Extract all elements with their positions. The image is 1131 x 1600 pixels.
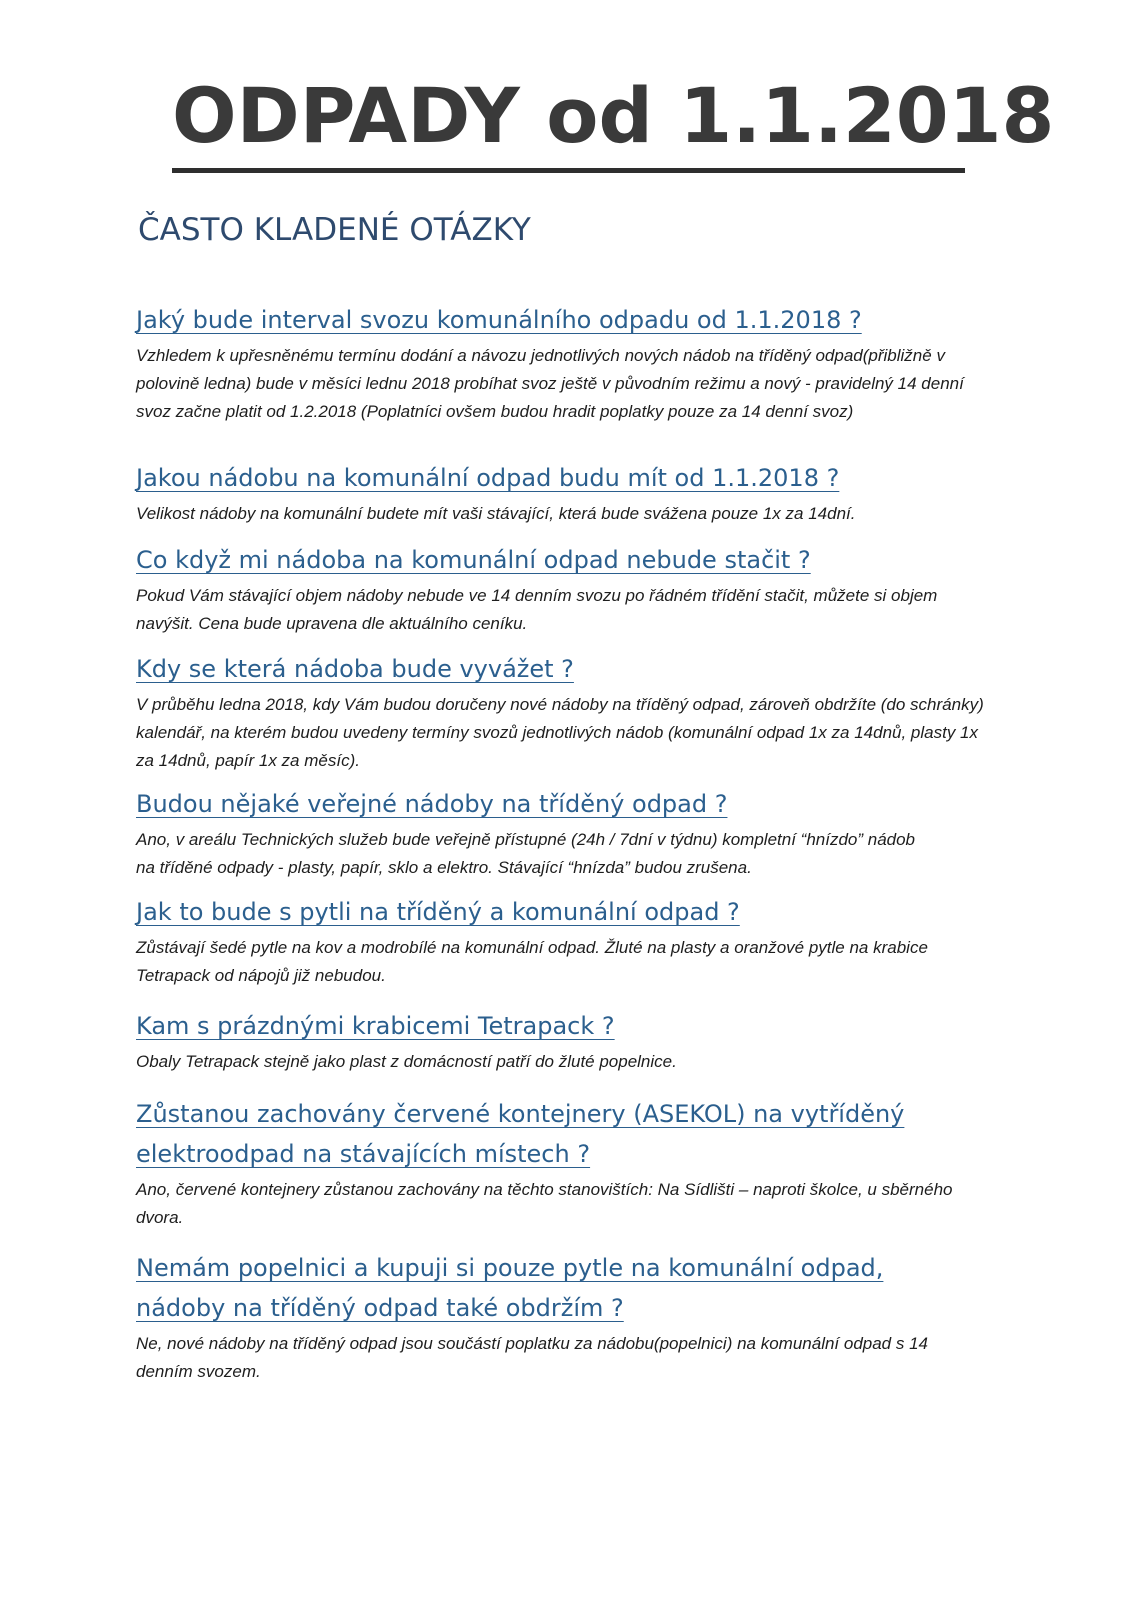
faq-item-1: [136, 300, 986, 426]
section-heading: ČASTO KLADENÉ OTÁZKY: [138, 212, 531, 248]
faq-item-8: [136, 1094, 956, 1232]
faq-question: Nemám popelnici a kupuji si pouze pytle na komunální odpad, nádoby na tříděný odpad také obdržím ?: [136, 1254, 884, 1322]
faq-question: Co když mi nádoba na komunální odpad nebude stačit ?: [136, 546, 811, 574]
faq-item-2: [136, 458, 1016, 528]
faq-answer: Zůstávají šedé pytle na kov a modrobílé na komunální odpad. Žluté na plasty a oranžové pytle na krabice Tetrapack od nápojů již nebudou.: [136, 938, 928, 985]
faq-answer: Obaly Tetrapack stejně jako plast z domácností patří do žluté popelnice.: [136, 1052, 677, 1071]
faq-question: Jakou nádobu na komunální odpad budu mít od 1.1.2018 ?: [136, 464, 840, 492]
faq-answer: V průběhu ledna 2018, kdy Vám budou doručeny nové nádoby na tříděný odpad, zároveň obdržíte (do schránky) kalendář, na kterém budou uvedeny termíny svozů jednotlivých nádob (komunální odpad 1x za 14dnů, plasty 1x za 14dnů, papír 1x za měsíc).: [136, 695, 984, 770]
faq-question: Zůstanou zachovány červené kontejnery (ASEKOL) na vytříděný elektroodpad na stávajících místech ?: [136, 1100, 905, 1168]
faq-item-5: [136, 784, 936, 882]
faq-item-3: [136, 540, 966, 638]
title-underline: [172, 168, 965, 173]
faq-question: Jaký bude interval svozu komunálního odpadu od 1.1.2018 ?: [136, 306, 862, 334]
faq-answer: Ne, nové nádoby na tříděný odpad jsou součástí poplatku za nádobu(popelnici) na komunální odpad s 14 denním svozem.: [136, 1334, 928, 1381]
faq-question: Kam s prázdnými krabicemi Tetrapack ?: [136, 1012, 615, 1040]
faq-item-9: [136, 1248, 976, 1386]
page-title: ODPADY od 1.1.2018: [172, 71, 1055, 160]
faq-answer: Velikost nádoby na komunální budete mít vaši stávající, která bude svážena pouze 1x za 14dní.: [136, 504, 856, 523]
faq-answer: Vzhledem k upřesněnému termínu dodání a návozu jednotlivých nových nádob na tříděný odpad(přibližně v polovině ledna) bude v měsíci lednu 2018 probíhat svoz ještě v původním režimu a nový - pravidelný 14 denní svoz začne platit od 1.2.2018 (Poplatníci ovšem budou hradit poplatky pouze za 14 denní svoz): [136, 346, 964, 421]
faq-item-6: [136, 892, 956, 990]
faq-item-4: [136, 649, 986, 775]
faq-item-7: [136, 1006, 1016, 1076]
faq-answer: Pokud Vám stávající objem nádoby nebude ve 14 denním svozu po řádném třídění stačit, můžete si objem navýšit. Cena bude upravena dle aktuálního ceníku.: [136, 586, 938, 633]
faq-question: Jak to bude s pytli na tříděný a komunální odpad ?: [136, 898, 740, 926]
faq-question: Kdy se která nádoba bude vyvážet ?: [136, 655, 574, 683]
faq-question: Budou nějaké veřejné nádoby na tříděný odpad ?: [136, 790, 728, 818]
faq-answer: Ano, červené kontejnery zůstanou zachovány na těchto stanovištích: Na Sídlišti – naproti školce, u sběrného dvora.: [136, 1180, 953, 1227]
faq-answer: Ano, v areálu Technických služeb bude veřejně přístupné (24h / 7dní v týdnu) kompletní “hnízdo” nádob na tříděné odpady - plasty, papír, sklo a elektro. Stávající “hnízda” budou zrušena.: [136, 830, 916, 877]
